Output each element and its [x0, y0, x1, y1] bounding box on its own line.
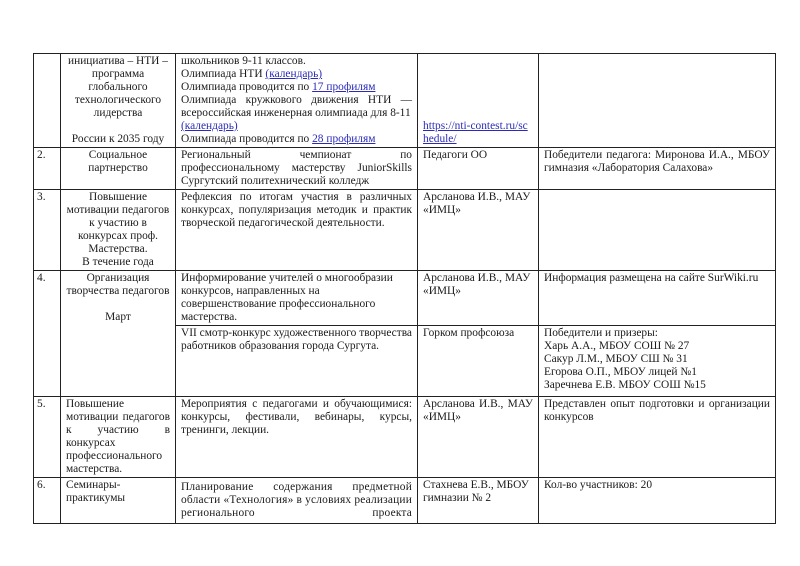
content-cell: VII смотр-конкурс художественного творчества работников образования города Сургута. — [176, 326, 418, 397]
row-number: 5. — [34, 397, 61, 478]
row-number: 3. — [34, 190, 61, 271]
winner-item: Сакур Л.М., МБОУ СШ № 31 — [544, 353, 688, 365]
content-cell: Рефлексия по итогам участия в различных конкурсах, популяризация методик и практик творческой педагогической деятельности. — [176, 190, 418, 271]
calendar-link-2[interactable]: (календарь) — [181, 120, 238, 132]
table-row — [34, 148, 776, 190]
responsible-cell: Педагоги ОО — [418, 148, 539, 190]
content-cell: Мероприятия с педагогами и обучающимися: конкурсы, фестивали, вебинары, курсы, тренинги, лекции. — [176, 397, 418, 478]
nti-schedule-link[interactable]: https://nti-contest.ru/schedule/ — [423, 120, 528, 145]
responsible-cell: Стахнева Е.В., МБОУ гимназии № 2 — [418, 478, 539, 524]
result-cell: Победители и призеры: Харь А.А., МБОУ СОШ № 27 Сакур Л.М., МБОУ СШ № 31 Егорова О.П., МБОУ лицей №1 Заречнева Е.В. МБОУ СОШ №15 — [539, 326, 776, 397]
events-table — [33, 53, 776, 524]
row-number: 4. — [34, 271, 61, 397]
result-cell: Победители педагога: Миронова И.А., МБОУ гимназия «Лаборатория Салахова» — [539, 148, 776, 190]
responsible-cell: Горком профсоюза — [418, 326, 539, 397]
direction-cell: Повышение мотивации педагогов к участию в конкурсах проф. Мастерства. В течение года — [61, 190, 176, 271]
content-cell: школьников 9-11 классов. Олимпиада НТИ (календарь) Олимпиада проводится по 17 профилям Олимпиада кружкового движения НТИ — всероссийская инженерная олимпиада для 8-11 (календарь) Олимпиада проводится по 28 профилям — [176, 54, 418, 148]
table-row — [34, 190, 776, 271]
calendar-link[interactable]: (календарь) — [265, 68, 323, 80]
table-row — [34, 54, 776, 148]
responsible-cell: Арсланова И.В., МАУ «ИМЦ» — [418, 397, 539, 478]
responsible-cell: Арсланова И.В., МАУ «ИМЦ» — [418, 190, 539, 271]
direction-cell: Организация творчества педагогов Март — [61, 271, 176, 397]
table-row — [34, 397, 776, 478]
winner-item: Харь А.А., МБОУ СОШ № 27 — [544, 340, 690, 352]
result-cell — [539, 190, 776, 271]
result-cell: Кол-во участников: 20 — [539, 478, 776, 524]
row-number — [34, 54, 61, 148]
result-cell: Информация размещена на сайте SurWiki.ru — [539, 271, 776, 326]
responsible-cell: Арсланова И.В., МАУ «ИМЦ» — [418, 271, 539, 326]
result-cell — [539, 54, 776, 148]
row-number: 2. — [34, 148, 61, 190]
content-cell: Планирование содержания предметной области «Технология» в условиях реализации регионального проекта — [176, 478, 418, 524]
responsible-cell — [418, 54, 539, 148]
direction-cell: инициатива – НТИ – программа глобального технологического лидерства России к 2035 году — [61, 54, 176, 148]
profiles-28-link[interactable]: 28 профилям — [312, 133, 376, 145]
content-cell: Региональный чемпионат по профессиональному мастерству JuniorSkills Сургутский политехнический колледж — [176, 148, 418, 190]
row-number: 6. — [34, 478, 61, 524]
profiles-17-link[interactable]: 17 профилям — [312, 81, 376, 93]
direction-cell: Социальное партнерство — [61, 148, 176, 190]
winner-item: Заречнева Е.В. МБОУ СОШ №15 — [544, 379, 706, 391]
content-cell: Информирование учителей о многообразии конкурсов, направленных на совершенствование профессионального мастерства. — [176, 271, 418, 326]
direction-cell: Семинары-практикумы — [61, 478, 176, 524]
table-row — [34, 478, 776, 524]
table-row — [34, 271, 776, 326]
direction-cell: Повышение мотивации педагогов к участию в конкурсах профессионального мастерства. — [61, 397, 176, 478]
winner-item: Егорова О.П., МБОУ лицей №1 — [544, 366, 697, 378]
result-cell: Представлен опыт подготовки и организации конкурсов — [539, 397, 776, 478]
